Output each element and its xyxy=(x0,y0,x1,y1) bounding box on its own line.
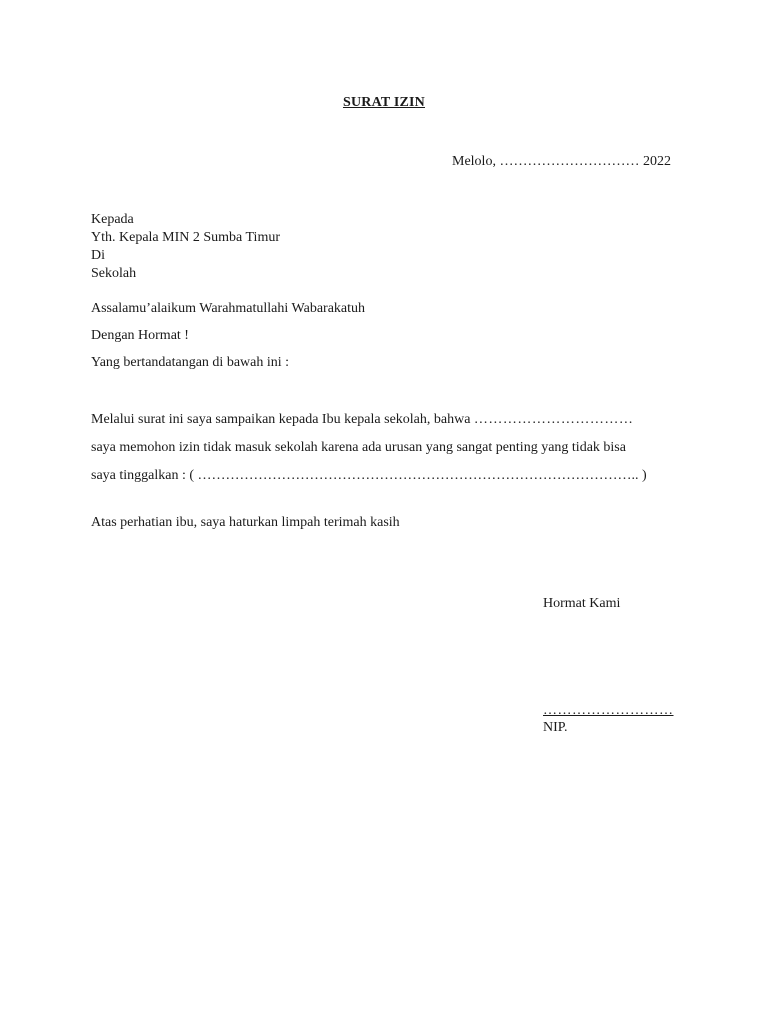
recipient-line-2: Yth. Kepala MIN 2 Sumba Timur xyxy=(91,230,280,245)
recipient-line-3: Di xyxy=(91,248,105,263)
body-line-2: saya memohon izin tidak masuk sekolah karena ada urusan yang sangat penting yang tidak bisa xyxy=(91,440,626,455)
date-blank: ………………………… xyxy=(499,154,640,169)
recipient-block xyxy=(91,211,280,283)
greeting: Assalamu’alaikum Warahmatullahi Wabarakatuh xyxy=(91,301,366,316)
recipient-line-4: Sekolah xyxy=(91,266,137,281)
signature-nip: NIP. xyxy=(543,720,568,735)
date-line xyxy=(452,153,671,171)
signature-label: Hormat Kami xyxy=(543,596,621,611)
body-line-1-blank: …………………………… xyxy=(473,412,634,427)
undersigned-intro: Yang bertandatangan di bawah ini : xyxy=(91,355,290,370)
date-year: 2022 xyxy=(642,154,671,169)
salutation: Dengan Hormat ! xyxy=(91,328,189,343)
date-place: Melolo, xyxy=(452,154,496,169)
body-line-3: saya tinggalkan : ( ………………………………………………………………………………….. ) xyxy=(91,468,647,483)
signature-name-blank: ……………………… xyxy=(543,703,674,718)
body-paragraph xyxy=(91,406,647,490)
closing-sentence: Atas perhatian ibu, saya haturkan limpah terimah kasih xyxy=(91,515,400,530)
letter-title: SURAT IZIN xyxy=(342,95,425,110)
recipient-line-1: Kepada xyxy=(91,212,134,227)
body-line-1 xyxy=(91,406,647,434)
body-line-1-text: Melalui surat ini saya sampaikan kepada Ibu kepala sekolah, bahwa xyxy=(91,412,471,427)
